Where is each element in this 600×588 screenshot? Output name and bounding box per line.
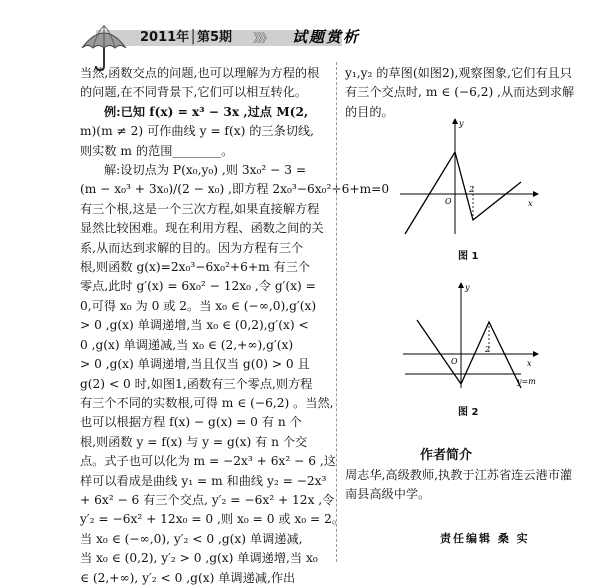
text-line: y₁,y₂ 的草图(如图2),观察图象,它们有且只 — [345, 66, 572, 80]
text-line: 根,则函数 g(x)=2x₀³−6x₀²+6+m 有三个 — [80, 260, 311, 275]
text-line: 有三个根,这是一个三次方程,如果直接解方程 — [80, 201, 320, 216]
bio-text: 周志华,高级教师,执教于江苏省连云港市灌南县高级中学。 — [345, 468, 573, 501]
text-line: ∈ (2,+∞), y′₂ < 0 ,g(x) 单调递减,作出 — [80, 570, 296, 585]
text-line: 当 x₀ ∈ (0,2), y′₂ > 0 ,g(x) 单调递增,当 x₀ — [80, 551, 318, 566]
text-line: 也可以根据方程 f(x) − g(x) = 0 有 n 个 — [80, 415, 302, 430]
figure-1-caption: 图 1 — [458, 251, 479, 262]
y-axis-arrow — [452, 118, 458, 124]
left-column — [80, 64, 390, 588]
text-line: 0,可得 x₀ 为 0 或 2。当 x₀ ∈ (−∞,0),g′(x) — [80, 298, 317, 313]
x-axis-arrow — [533, 351, 539, 357]
tick-label: 2 — [485, 345, 491, 354]
text-line: 0 ,g(x) 单调递减,当 x₀ ∈ (2,+∞),g′(x) — [80, 337, 294, 352]
x-axis-arrow — [533, 191, 539, 197]
text-line: > 0 ,g(x) 单调递增,当 x₀ ∈ (0,2),g′(x) < — [80, 318, 309, 333]
text-line: y′₂ = −6x² + 12x₀ = 0 ,则 x₀ = 0 或 x₀ = 2。 — [80, 512, 345, 527]
column-title: 试题赏析 — [292, 28, 361, 46]
tick-label: 2 — [469, 185, 475, 194]
solution-line: 解:设切点为 P(x₀,y₀) ,则 3x₀² − 3 = — [104, 163, 307, 178]
text-line: 系,从而达到求解的目的。因为方程有三个 — [80, 240, 304, 255]
text-line: g(2) < 0 时,如图1,函数有三个零点,则方程 — [80, 376, 313, 391]
figure-2-caption: 图 2 — [458, 407, 479, 418]
text-line: 当 x₀ ∈ (−∞,0), y′₂ < 0 ,g(x) 单调递减, — [80, 531, 303, 546]
text-line: 则实数 m 的范围________。 — [80, 143, 234, 158]
text-line: 显然比较困难。现在利用方程、函数之间的关 — [80, 221, 324, 236]
x-label: x — [528, 199, 533, 208]
issue-label: 2011年│第5期 — [140, 30, 233, 45]
figure-2 — [395, 280, 545, 390]
chevrons-icon: 》》》 — [253, 31, 272, 45]
editor-credit: 责任编辑 桑 实 — [440, 532, 530, 545]
y-axis-arrow — [458, 282, 464, 288]
x-label: x — [527, 359, 532, 368]
page-header — [0, 22, 600, 52]
y-label: y — [459, 119, 464, 128]
text-line: 当然,函数交点的问题,也可以理解为方程的根 — [80, 66, 320, 80]
text-line: 根,则函数 y = f(x) 与 y = g(x) 有 n 个交 — [80, 434, 308, 449]
text-line: 有三个不同的实数根,可得 m ∈ (−6,2) 。当然, — [80, 395, 334, 410]
curve-g — [405, 152, 521, 234]
text-line: 的问题,在不同背景下,它们可以相互转化。 — [80, 85, 308, 100]
text-line: 有三个交点时, m ∈ (−6,2) ,从而达到求解 — [345, 85, 575, 100]
origin-label: O — [445, 197, 452, 206]
text-line: m)(m ≠ 2) 可作曲线 y = f(x) 的三条切线, — [80, 124, 315, 139]
text-line: 零点,此时 g′(x) = 6x₀² − 12x₀ ,令 g′(x) = — [80, 279, 316, 294]
right-column — [345, 64, 583, 122]
line-label: y=m — [517, 377, 536, 386]
text-line: > 0 ,g(x) 单调递增,当且仅当 g(0) > 0 且 — [80, 357, 310, 372]
bio-title: 作者简介 — [420, 448, 473, 463]
example-line: 例:已知 f(x) = x³ − 3x ,过点 M(2, — [104, 104, 309, 119]
text-line: 样可以看成是曲线 y₁ = m 和曲线 y₂ = −2x³ — [80, 473, 327, 488]
origin-label: O — [451, 357, 458, 366]
figure-1 — [395, 116, 545, 236]
column-divider — [336, 62, 337, 562]
text-line: 点。式子也可以化为 m = −2x³ + 6x² − 6 ,这 — [80, 454, 336, 469]
text-line: + 6x² − 6 有三个交点, y′₂ = −6x² + 12x ,令 — [80, 492, 335, 507]
text-line: (m − x₀³ + 3x₀)/(2 − x₀) ,即方程 2x₀³−6x₀²+6+m=0 — [80, 182, 390, 197]
y-label: y — [465, 283, 470, 292]
text-line: 的目的。 — [345, 104, 394, 119]
